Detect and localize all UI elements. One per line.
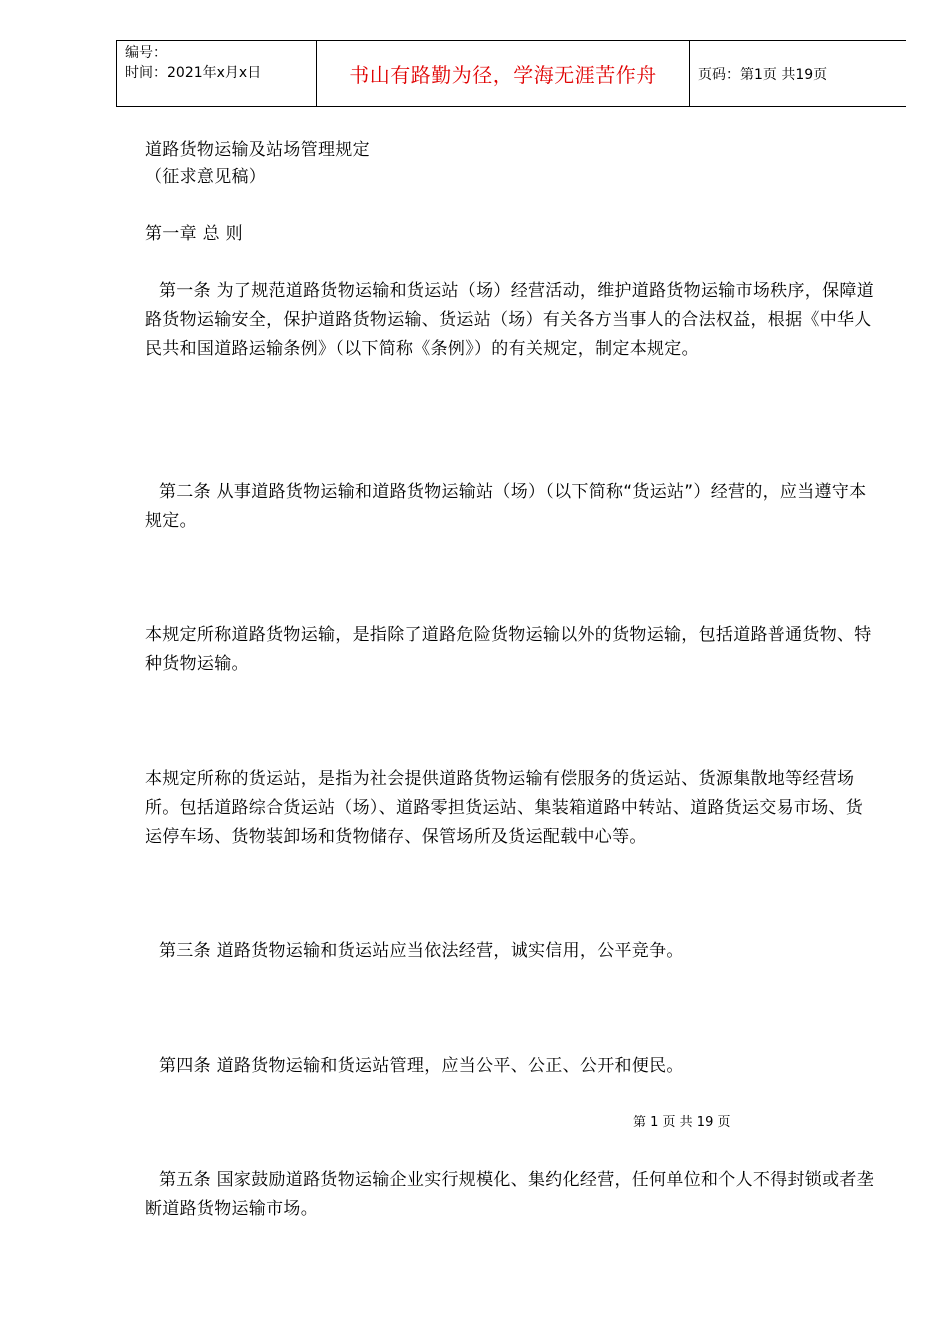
header-page-label: 页码：第1页 共19页 bbox=[698, 66, 828, 83]
page-footer: 第 1 页 共 19 页 bbox=[633, 1115, 731, 1130]
header-meta-cell bbox=[116, 41, 316, 106]
document-title: 道路货物运输及站场管理规定 bbox=[145, 140, 370, 160]
paragraph-article-2: 第二条 从事道路货物运输和道路货物运输站（场）（以下简称“货运站”）经营的，应当遵守本规定。 bbox=[145, 482, 867, 531]
paragraph-definition-transport: 本规定所称道路货物运输，是指除了道路危险货物运输以外的货物运输，包括道路普通货物、特种货物运输。 bbox=[145, 625, 872, 674]
document-header bbox=[116, 40, 906, 107]
header-motto: 书山有路勤为径，学海无涯苦作舟 bbox=[316, 41, 690, 106]
paragraph-article-3: 第三条 道路货物运输和货运站应当依法经营，诚实信用，公平竞争。 bbox=[159, 941, 684, 961]
document-subtitle: （征求意见稿） bbox=[145, 167, 267, 187]
header-time-label: 时间：2021年x月x日 bbox=[125, 65, 262, 81]
paragraph-article-4: 第四条 道路货物运输和货运站管理，应当公平、公正、公开和便民。 bbox=[159, 1056, 684, 1076]
paragraph-definition-station: 本规定所称的货运站，是指为社会提供道路货物运输有偿服务的货运站、货源集散地等经营场所。包括道路综合货运站（场）、道路零担货运站、集装箱道路中转站、道路货运交易市场、货运停车场、货物装卸场和货物储存、保管场所及货运配载中心等。 bbox=[145, 769, 864, 847]
header-number-label: 编号： bbox=[125, 45, 167, 61]
chapter-heading: 第一章 总 则 bbox=[145, 224, 243, 244]
paragraph-article-5: 第五条 国家鼓励道路货物运输企业实行规模化、集约化经营，任何单位和个人不得封锁或者垄断道路货物运输市场。 bbox=[145, 1170, 875, 1219]
paragraph-article-1: 第一条 为了规范道路货物运输和货运站（场）经营活动，维护道路货物运输市场秩序，保障道路货物运输安全，保护道路货物运输、货运站（场）有关各方当事人的合法权益，根据《中华人民共和国道路运输条例》（以下简称《条例》）的有关规定，制定本规定。 bbox=[145, 281, 875, 359]
